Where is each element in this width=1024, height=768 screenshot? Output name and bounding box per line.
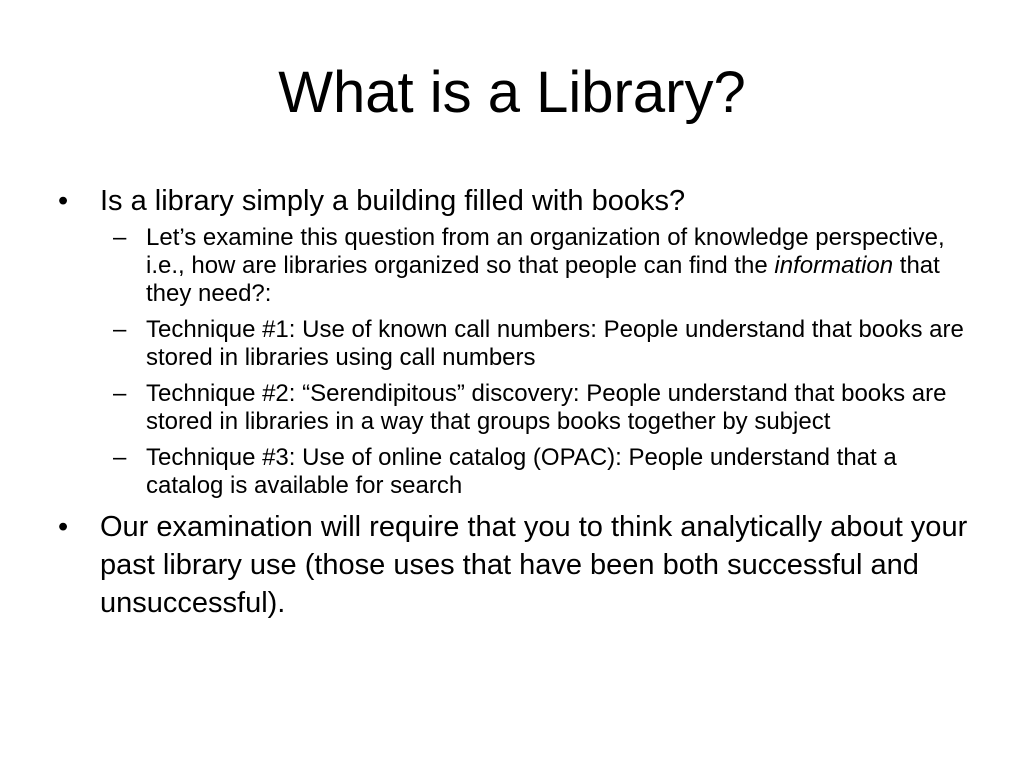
- sub-bullet-text-end: that they need?:: [146, 252, 940, 307]
- sub-bullet-marker: –: [113, 316, 127, 343]
- sub-bullet-text: Technique #3: Use of online catalog (OPAC): People understand that a catalog is available for search: [146, 444, 897, 499]
- bullet-item: [58, 182, 978, 220]
- bullet-marker: •: [58, 511, 69, 543]
- sub-bullet-item: [58, 224, 978, 308]
- sub-bullet-marker: –: [113, 444, 127, 471]
- sub-bullet-text: Technique #2: “Serendipitous” discovery: People understand that books are stored in libraries in a way that groups books together by subject: [146, 380, 947, 435]
- sub-bullet-list: [58, 224, 978, 500]
- slide-body: [58, 182, 978, 626]
- bullet-text: Our examination will require that you to think analytically about your past library use (those uses that have been both successful and unsuccessful).: [100, 511, 968, 619]
- sub-bullet-item: [58, 380, 978, 436]
- sub-bullet-marker: –: [113, 380, 127, 407]
- sub-bullet-marker: –: [113, 224, 127, 251]
- bullet-item: [58, 508, 978, 622]
- sub-bullet-text-start: Let’s examine this question from an organization of knowledge perspective, i.e., how are libraries organized so that people can find the: [146, 224, 945, 279]
- sub-bullet-text: [146, 224, 945, 307]
- slide-title: What is a Library?: [278, 60, 746, 125]
- sub-bullet-item: [58, 316, 978, 372]
- bullet-text: Is a library simply a building filled with books?: [100, 185, 686, 217]
- bullet-marker: •: [58, 185, 69, 217]
- sub-bullet-item: [58, 444, 978, 500]
- emphasized-word: information: [774, 252, 894, 279]
- sub-bullet-text: Technique #1: Use of known call numbers: People understand that books are stored in libraries using call numbers: [146, 316, 964, 371]
